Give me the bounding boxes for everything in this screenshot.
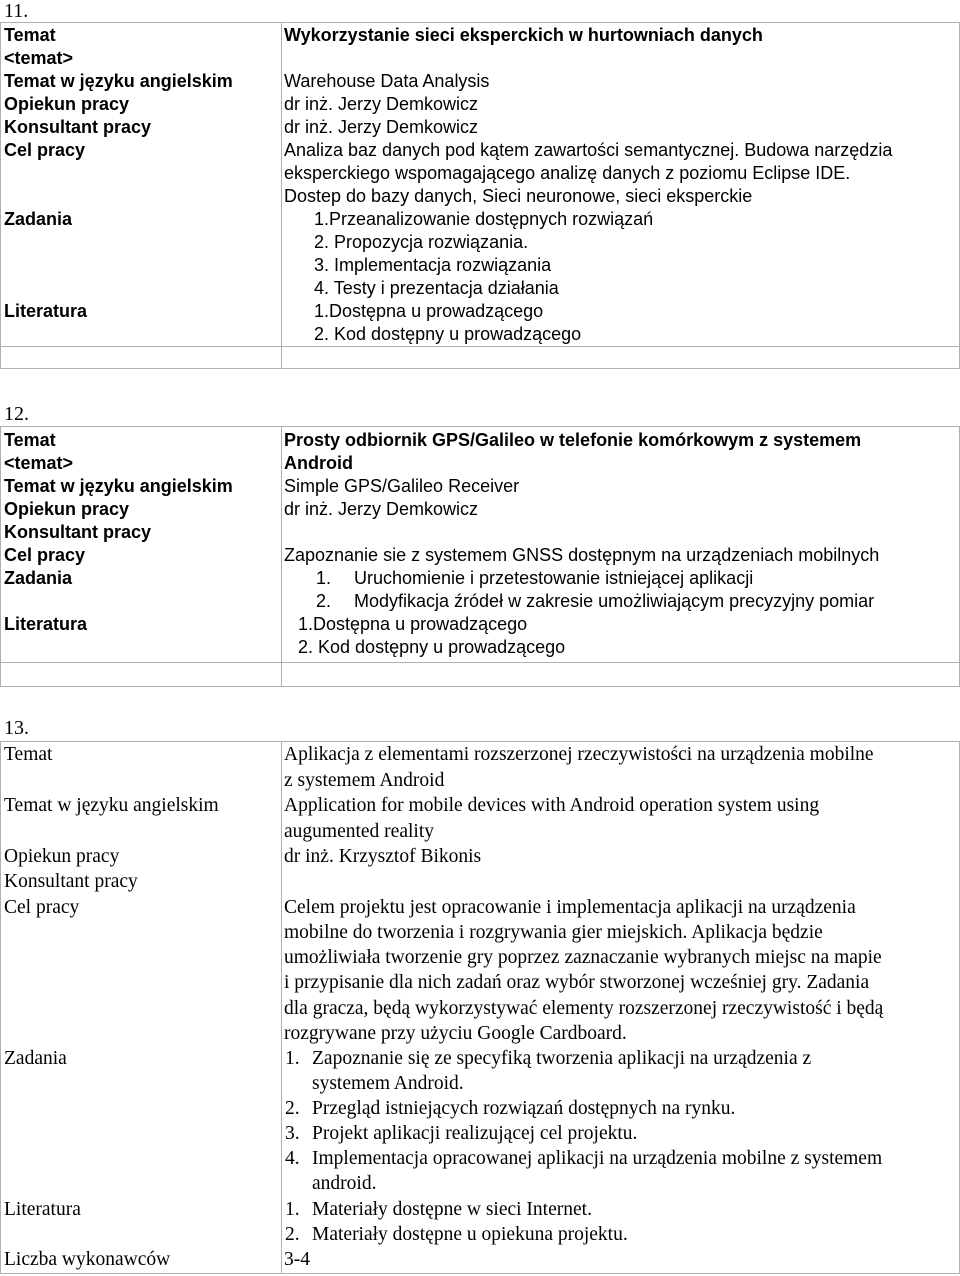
label-opiekun: Opiekun pracy <box>4 499 130 519</box>
cel-value: Zapoznanie sie z systemem GNSS dostępnym na urządzeniach mobilnych <box>284 545 880 565</box>
divider <box>0 22 1 368</box>
label-literatura: Literatura <box>4 1199 81 1220</box>
literatura-item: Materiały dostępne w sieci Internet. <box>312 1199 592 1220</box>
label-cel: Cel pracy <box>4 545 86 565</box>
zadania-item: Uruchomienie i przetestowanie istniejącej aplikacji <box>354 568 754 588</box>
label-temat-tag: <temat> <box>4 48 74 68</box>
liczba-value: 3-4 <box>284 1249 310 1270</box>
zadania-number: 3. <box>285 1123 300 1144</box>
label-zadania: Zadania <box>4 209 73 229</box>
zadania-item: Modyfikacja źródeł w zakresie umożliwiającym precyzyjny pomiar <box>354 591 875 611</box>
cel-line: Celem projektu jest opracowanie i implementacja aplikacji na urządzenia <box>284 897 856 918</box>
opiekun-value: dr inż. Jerzy Demkowicz <box>284 499 479 519</box>
zadania-item: 4. Testy i prezentacja działania <box>314 278 559 298</box>
zadania-number: 1. <box>316 568 332 588</box>
label-cel: Cel pracy <box>4 140 86 160</box>
cel-line: i przypisanie dla nich zadań oraz wybór stworzonej wcześniej gry. Zadania <box>284 972 870 993</box>
label-konsultant: Konsultant pracy <box>4 522 152 542</box>
temat-line: Prosty odbiornik GPS/Galileo w telefonie komórkowym z systemem <box>284 430 862 450</box>
label-temat: Temat <box>4 744 53 765</box>
divider <box>0 1273 960 1274</box>
cel-line: Analiza baz danych pod kątem zawartości semantycznej. Budowa narzędzia <box>284 140 893 160</box>
divider <box>0 686 960 687</box>
cel-line: mobilne do tworzenia i rozgrywania gier miejskich. Aplikacja będzie <box>284 922 823 943</box>
konsultant-value: dr inż. Jerzy Demkowicz <box>284 117 479 137</box>
zadania-item: Zapoznanie się ze specyfiką tworzenia aplikacji na urządzenia z <box>312 1048 812 1069</box>
label-temat: Temat <box>4 430 56 450</box>
divider <box>0 368 960 369</box>
temat-line: Aplikacja z elementami rozszerzonej rzeczywistości na urządzenia mobilne <box>284 744 874 765</box>
zadania-number: 2. <box>316 591 332 611</box>
zadania-item: 1.Przeanalizowanie dostępnych rozwiązań <box>314 209 654 229</box>
cel-line: Dostep do bazy danych, Sieci neuronowe, sieci eksperckie <box>284 186 753 206</box>
opiekun-value: dr inż. Jerzy Demkowicz <box>284 94 479 114</box>
temat-en-value: Simple GPS/Galileo Receiver <box>284 476 520 496</box>
cel-line: dla gracza, będą wykorzystywać elementy rozszerzonej rzeczywistość i będą <box>284 998 884 1019</box>
zadania-number: 2. <box>285 1098 300 1119</box>
opiekun-value: dr inż. Krzysztof Bikonis <box>284 846 482 867</box>
divider <box>0 741 960 742</box>
literatura-item: Materiały dostępne u opiekuna projektu. <box>312 1224 628 1245</box>
literatura-item: 1.Dostępna u prowadzącego <box>298 614 528 634</box>
literatura-number: 1. <box>285 1199 300 1220</box>
literatura-item: 2. Kod dostępny u prowadzącego <box>298 637 566 657</box>
zadania-item: Projekt aplikacji realizującej cel projektu. <box>312 1123 638 1144</box>
temat-value: Wykorzystanie sieci eksperckich w hurtowniach danych <box>284 25 763 45</box>
divider <box>281 22 282 368</box>
label-temat-en: Temat w języku angielskim <box>4 71 233 91</box>
zadania-item: 2. Propozycja rozwiązania. <box>314 232 529 252</box>
section-number: 12. <box>4 403 29 425</box>
zadania-item: systemem Android. <box>312 1073 464 1094</box>
zadania-item: 3. Implementacja rozwiązania <box>314 255 552 275</box>
label-zadania: Zadania <box>4 568 73 588</box>
label-cel: Cel pracy <box>4 897 80 918</box>
temat-line: Android <box>284 453 353 473</box>
divider <box>0 741 1 1274</box>
label-konsultant: Konsultant pracy <box>4 117 152 137</box>
temat-en-line: Application for mobile devices with Android operation system using <box>284 795 820 816</box>
divider <box>281 426 282 686</box>
label-liczba: Liczba wykonawców <box>4 1249 171 1270</box>
divider <box>0 346 960 347</box>
label-literatura: Literatura <box>4 614 88 634</box>
zadania-item: Implementacja opracowanej aplikacji na urządzenia mobilne z systemem <box>312 1148 883 1169</box>
label-konsultant: Konsultant pracy <box>4 871 138 892</box>
temat-en-line: augumented reality <box>284 821 434 842</box>
label-temat-en: Temat w języku angielskim <box>4 795 219 816</box>
temat-en-value: Warehouse Data Analysis <box>284 71 490 91</box>
label-zadania: Zadania <box>4 1048 67 1069</box>
label-temat: Temat <box>4 25 56 45</box>
literatura-item: 1.Dostępna u prowadzącego <box>314 301 544 321</box>
label-opiekun: Opiekun pracy <box>4 94 130 114</box>
zadania-item: android. <box>312 1173 377 1194</box>
zadania-number: 4. <box>285 1148 300 1169</box>
temat-line: z systemem Android <box>284 770 445 791</box>
divider <box>0 426 1 686</box>
label-literatura: Literatura <box>4 301 88 321</box>
cel-line: umożliwiała tworzenie gry poprzez zaznaczanie wybranych miejsc na mapie <box>284 947 882 968</box>
zadania-item: Przegląd istniejących rozwiązań dostępnych na rynku. <box>312 1098 736 1119</box>
cel-line: rozgrywane przy użyciu Google Cardboard. <box>284 1023 627 1044</box>
divider <box>0 426 960 427</box>
divider <box>0 22 960 23</box>
literatura-item: 2. Kod dostępny u prowadzącego <box>314 324 582 344</box>
zadania-number: 1. <box>285 1048 300 1069</box>
section-number: 13. <box>4 717 29 739</box>
cel-line: eksperckiego wspomagającego analizę danych z poziomu Eclipse IDE. <box>284 163 851 183</box>
divider <box>0 662 960 663</box>
label-temat-tag: <temat> <box>4 453 74 473</box>
divider <box>281 741 282 1274</box>
section-number: 11. <box>4 0 29 22</box>
label-temat-en: Temat w języku angielskim <box>4 476 233 496</box>
literatura-number: 2. <box>285 1224 300 1245</box>
label-opiekun: Opiekun pracy <box>4 846 120 867</box>
